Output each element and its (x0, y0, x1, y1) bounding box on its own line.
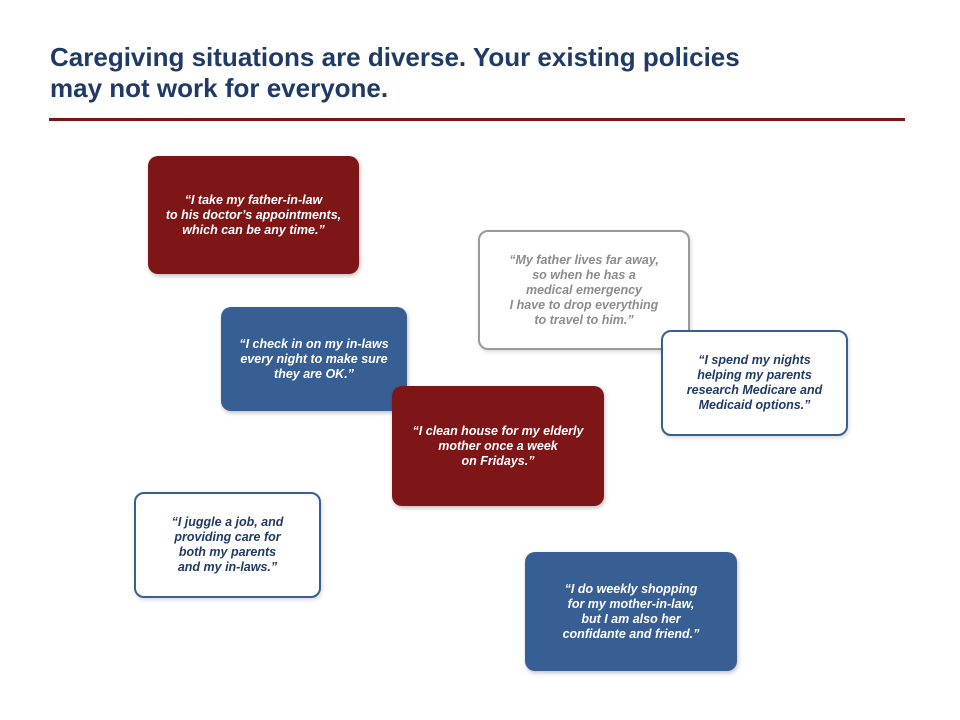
quote-card-juggle-job (134, 492, 321, 598)
quote-text: “I spend my nights helping my parents research Medicare and Medicaid options.” (686, 353, 823, 412)
quote-text: “I juggle a job, and providing care for both my parents and my in-laws.” (171, 515, 284, 574)
slide-title: Caregiving situations are diverse. Your existing policies may not work for everyone. (50, 42, 740, 103)
quote-card-weekly-shopping (525, 552, 737, 671)
quote-card-clean-house (392, 386, 604, 506)
quote-card-father-far-away (478, 230, 690, 350)
quote-text: “I clean house for my elderly mother once a week on Fridays.” (412, 423, 584, 468)
quote-text: “My father lives far away, so when he has a medical emergency I have to drop everything to travel to him.” (509, 252, 659, 327)
quote-text: “I do weekly shopping for my mother-in-law, but I am also her confidante and friend.” (562, 581, 700, 641)
quote-card-medicare-research (661, 330, 848, 436)
quote-card-father-in-law-doctor (148, 156, 359, 274)
title-divider (49, 118, 905, 121)
quote-text: “I check in on my in-laws every night to make sure they are OK.” (239, 336, 389, 381)
quote-text: “I take my father-in-law to his doctor’s appointments, which can be any time.” (165, 192, 342, 237)
quote-card-check-in-laws (221, 307, 407, 411)
